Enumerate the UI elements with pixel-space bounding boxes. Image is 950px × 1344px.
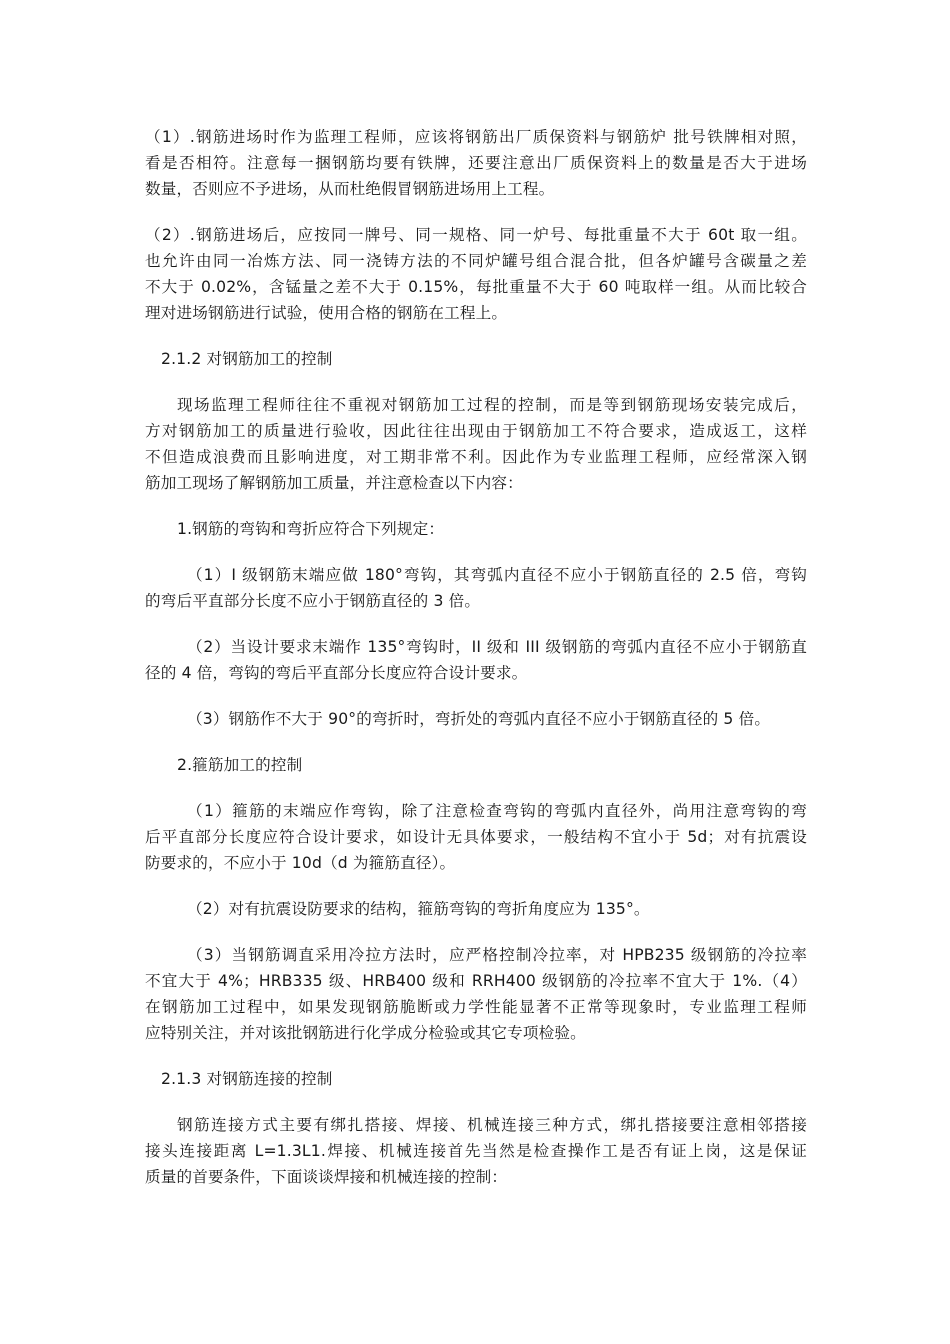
heading-text: 2.1.3 对钢筋连接的控制 <box>161 1070 333 1088</box>
list-item-text: 2.箍筋加工的控制 <box>177 756 303 774</box>
paragraph-stirrup-1 <box>145 798 807 876</box>
paragraph-steel-sampling <box>145 222 807 326</box>
document-page <box>145 124 807 1190</box>
paragraph-line: （1）.钢筋进场时作为监理工程师，应该将钢筋出厂质保资料与钢筋炉 批号铁牌相对照， <box>145 128 807 146</box>
paragraph-stirrup-3 <box>145 942 807 1046</box>
paragraph-line: 不大于 0.02%，含锰量之差不大于 0.15%，每批重量不大于 60 吨取样一组。从而比较合 <box>145 278 807 296</box>
paragraph-line: （2）当设计要求末端作 135°弯钩时，II 级和 III 级钢筋的弯弧内直径不应小于钢筋直 <box>187 638 807 656</box>
paragraph-line: 筋加工现场了解钢筋加工质量，并注意检查以下内容： <box>145 474 523 492</box>
paragraph-line: 径的 4 倍，弯钩的弯后平直部分长度应符合设计要求。 <box>145 664 528 682</box>
paragraph-rule-2 <box>145 634 807 686</box>
paragraph-line: 接头连接距离 L=1.3L1.焊接、机械连接首先当然是检查操作工是否有证上岗，这是保证 <box>145 1142 807 1160</box>
heading-text: 2.1.2 对钢筋加工的控制 <box>161 350 333 368</box>
section-heading-2-1-2 <box>145 346 807 372</box>
paragraph-line: 在钢筋加工过程中，如果发现钢筋脆断或力学性能显著不正常等现象时，专业监理工程师 <box>145 998 807 1016</box>
section-heading-2-1-3 <box>145 1066 807 1092</box>
list-item-stirrup-control <box>145 752 807 778</box>
paragraph-steel-arrival-check <box>145 124 807 202</box>
paragraph-line: 不宜大于 4%；HRB335 级、HRB400 级和 RRH400 级钢筋的冷拉率不宜大于 1%.（4） <box>145 972 807 990</box>
paragraph-line: 后平直部分长度应符合设计要求，如设计无具体要求，一般结构不宜小于 5d；对有抗震设 <box>145 828 807 846</box>
paragraph-line: （1）箍筋的末端应作弯钩，除了注意检查弯钩的弯弧内直径外，尚用注意弯钩的弯 <box>187 802 807 820</box>
paragraph-line: 不但造成浪费而且影响进度，对工期非常不利。因此作为专业监理工程师，应经常深入钢 <box>145 448 807 466</box>
paragraph-line: 防要求的，不应小于 10d（d 为箍筋直径）。 <box>145 854 456 872</box>
paragraph-rule-3 <box>145 706 807 732</box>
paragraph-line: 数量，否则应不予进场，从而杜绝假冒钢筋进场用上工程。 <box>145 180 555 198</box>
paragraph-line: （2）对有抗震设防要求的结构，箍筋弯钩的弯折角度应为 135°。 <box>187 900 650 918</box>
paragraph-line: （2）.钢筋进场后，应按同一牌号、同一规格、同一炉号、每批重量不大于 60t 取一组。 <box>145 226 807 244</box>
paragraph-line: 应特别关注，并对该批钢筋进行化学成分检验或其它专项检验。 <box>145 1024 586 1042</box>
paragraph-line: （3）当钢筋调直采用冷拉方法时，应严格控制冷拉率，对 HPB235 级钢筋的冷拉率 <box>187 946 807 964</box>
paragraph-line: 钢筋连接方式主要有绑扎搭接、焊接、机械连接三种方式，绑扎搭接要注意相邻搭接 <box>177 1116 807 1134</box>
paragraph-line: （3）钢筋作不大于 90°的弯折时，弯折处的弯弧内直径不应小于钢筋直径的 5 倍。 <box>187 710 771 728</box>
list-item-text: 1.钢筋的弯钩和弯折应符合下列规定： <box>177 520 445 538</box>
paragraph-line: 理对进场钢筋进行试验，使用合格的钢筋在工程上。 <box>145 304 508 322</box>
paragraph-line: 也允许由同一冶炼方法、同一浇铸方法的不同炉罐号组合混合批，但各炉罐号含碳量之差 <box>145 252 807 270</box>
paragraph-stirrup-2 <box>145 896 807 922</box>
paragraph-connection-intro <box>145 1112 807 1190</box>
paragraph-processing-intro <box>145 392 807 496</box>
paragraph-line: （1）I 级钢筋末端应做 180°弯钩，其弯弧内直径不应小于钢筋直径的 2.5 倍，弯钩 <box>187 566 807 584</box>
paragraph-line: 方对钢筋加工的质量进行验收，因此往往出现由于钢筋加工不符合要求，造成返工，这样 <box>145 422 807 440</box>
paragraph-line: 的弯后平直部分长度不应小于钢筋直径的 3 倍。 <box>145 592 481 610</box>
paragraph-line: 现场监理工程师往往不重视对钢筋加工过程的控制，而是等到钢筋现场安装完成后， <box>177 396 807 414</box>
list-item-bending-rules <box>145 516 807 542</box>
paragraph-rule-1 <box>145 562 807 614</box>
paragraph-line: 质量的首要条件，下面谈谈焊接和机械连接的控制： <box>145 1168 508 1186</box>
paragraph-line: 看是否相符。注意每一捆钢筋均要有铁牌，还要注意出厂质保资料上的数量是否大于进场 <box>145 154 807 172</box>
